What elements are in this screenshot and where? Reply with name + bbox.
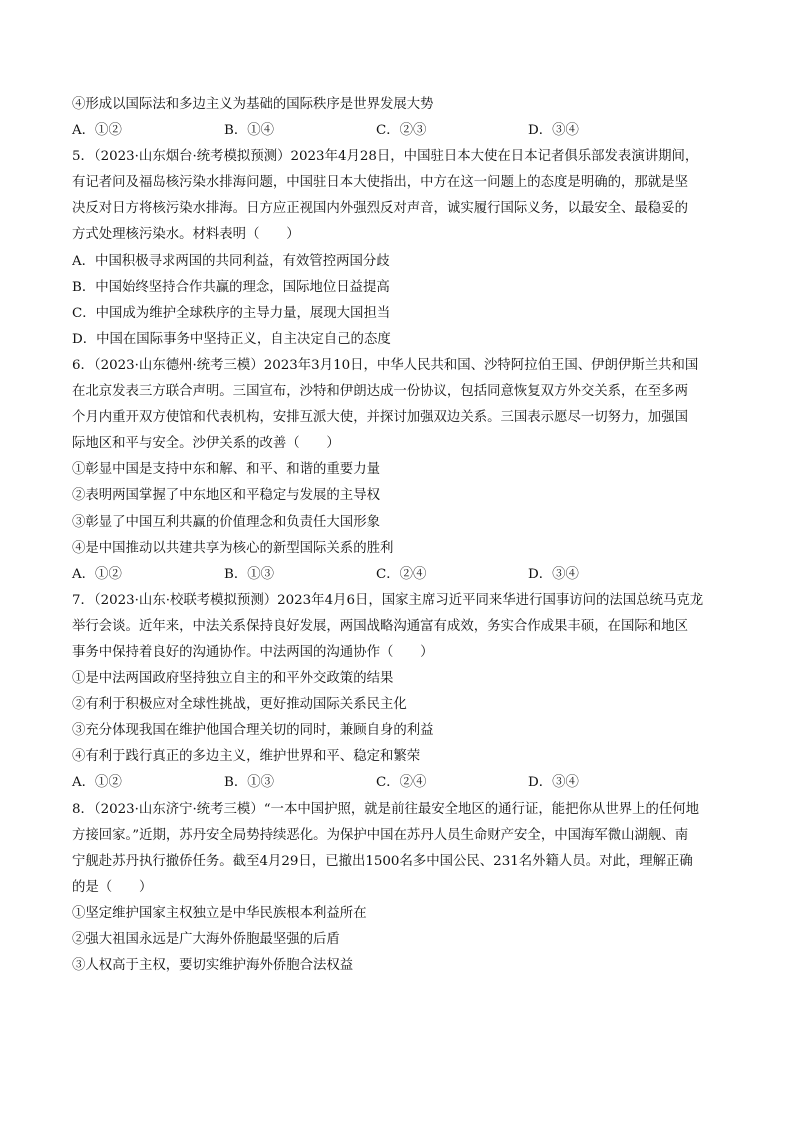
q7-stem-line-1: 7．（2023·山东·校联考模拟预测）2023年4月6日，国家主席习近平同来华进行国事访问的法国总统马克龙 [72, 592, 704, 608]
q4-option-a: A．①② [72, 123, 122, 139]
q7-statement-4: ④有利于践行真正的多边主义，维护世界和平、稳定和繁荣 [72, 749, 421, 765]
q5-stem-line-4: 方式处理核污染水。材料表明（ ） [72, 227, 300, 243]
q6-stem-line-4: 际地区和平与安全。沙伊关系的改善（ ） [72, 436, 340, 452]
q4-option-d: D．③④ [528, 123, 579, 139]
q5-stem-line-3: 决反对日方将核污染水排海。日方应正视国内外强烈反对声音，诚实履行国际义务，以最安全、最稳妥的 [72, 201, 688, 217]
q6-option-b: B．①③ [224, 566, 275, 582]
q7-statement-1: ①是中法两国政府坚持独立自主的和平外交政策的结果 [72, 671, 394, 687]
q7-statement-2: ②有利于积极应对全球性挑战，更好推动国际关系民主化 [72, 697, 407, 713]
q8-stem-line-2: 方接回家。”近期，苏丹安全局势持续恶化。为保护中国在苏丹人员生命财产安全，中国海军微山湖舰、南 [72, 827, 689, 843]
q8-stem-line-1: 8．（2023·山东济宁·统考三模）“一本中国护照，就是前往最安全地区的通行证，能把你从世界上的任何地 [72, 801, 700, 817]
q8-stem-line-4: 的是（ ） [72, 879, 153, 895]
q6-stem-line-3: 个月内重开双方使馆和代表机构，安排互派大使，并探讨加强双边关系。三国表示愿尽一切努力，加强国 [72, 410, 688, 426]
q6-statement-1: ①彰显中国是支持中东和解、和平、和谐的重要力量 [72, 462, 380, 478]
q6-option-a: A．①② [72, 566, 122, 582]
q7-option-a: A．①② [72, 775, 122, 791]
q4-option-c: C．②③ [376, 123, 427, 139]
q5-option-c: C．中国成为维护全球秩序的主导力量，展现大国担当 [72, 305, 391, 321]
q6-stem-line-1: 6．（2023·山东德州·统考三模）2023年3月10日，中华人民共和国、沙特阿拉伯王国、伊朗伊斯兰共和国 [72, 357, 699, 373]
q7-option-c: C．②④ [376, 775, 427, 791]
q8-statement-2: ②强大祖国永远是广大海外侨胞最坚强的后盾 [72, 932, 340, 947]
q5-stem-line-1: 5．（2023·山东烟台·统考模拟预测）2023年4月28日，中国驻日本大使在日本记者俱乐部发表演讲期间， [72, 149, 699, 165]
q8-statement-3: ③人权高于主权，要切实维护海外侨胞合法权益 [72, 958, 354, 974]
q7-statement-3: ③充分体现我国在维护他国合理关切的同时，兼顾自身的利益 [72, 723, 434, 739]
q6-statement-4: ④是中国推动以共建共享为核心的新型国际关系的胜利 [72, 540, 394, 556]
q8-statement-1: ①坚定维护国家主权独立是中华民族根本利益所在 [72, 905, 367, 921]
q7-stem-line-2: 举行会谈。近年来，中法关系保持良好发展，两国战略沟通富有成效，务实合作成果丰硕，在国际和地区 [72, 618, 688, 634]
q5-option-d: D．中国在国际事务中坚持正义，自主决定自己的态度 [72, 331, 391, 347]
q7-options [72, 770, 732, 796]
q5-stem-line-2: 有记者问及福岛核污染水排海问题，中国驻日本大使指出，中方在这一问题上的态度是明确的，那就是坚 [72, 175, 688, 191]
q7-stem-line-3: 事务中保持着良好的沟通协作。中法两国的沟通协作（ ） [72, 644, 434, 660]
q4-statement-4: ④形成以国际法和多边主义为基础的国际秩序是世界发展大势 [72, 97, 434, 112]
q5-option-b: B．中国始终坚持合作共赢的理念，国际地位日益提高 [72, 279, 390, 295]
q6-stem-line-2: 在北京发表三方联合声明。三国宣布，沙特和伊朗达成一份协议，包括同意恢复双方外交关系，在至多两 [72, 384, 688, 400]
q7-option-d: D．③④ [528, 775, 579, 791]
q5-option-a: A．中国积极寻求两国的共同利益，有效管控两国分歧 [72, 253, 390, 269]
q7-option-b: B．①③ [224, 775, 275, 791]
q6-statement-2: ②表明两国掌握了中东地区和平稳定与发展的主导权 [72, 488, 380, 504]
q6-options [72, 562, 732, 588]
q8-stem-line-3: 宁舰赴苏丹执行撤侨任务。截至4月29日，已撤出1500名多中国公民、231名外籍人员。对此，理解正确 [72, 853, 693, 869]
q6-statement-3: ③彰显了中国互利共赢的价值理念和负责任大国形象 [72, 514, 380, 530]
q6-option-d: D．③④ [528, 566, 579, 582]
exam-page [72, 92, 732, 979]
q6-option-c: C．②④ [376, 566, 427, 582]
q4-option-b: B．①④ [224, 123, 275, 139]
q4-options [72, 118, 732, 144]
